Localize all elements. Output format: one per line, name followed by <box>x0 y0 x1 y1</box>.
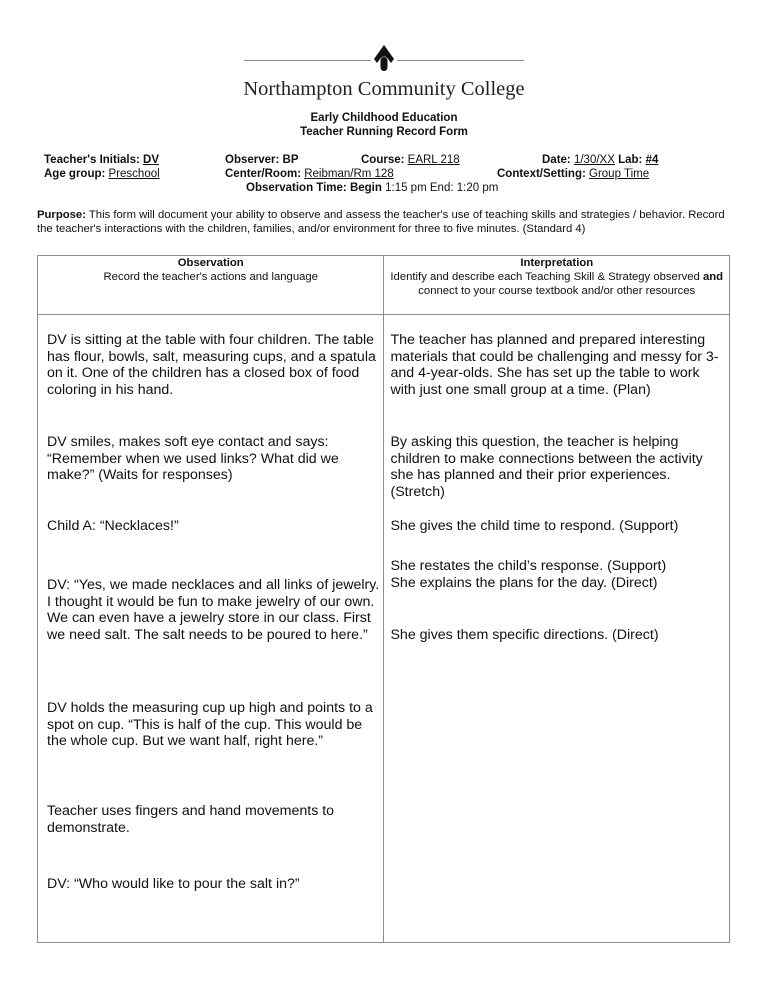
observation-cell <box>38 315 384 943</box>
observation-header-subtitle: Record the teacher's actions and language <box>103 271 318 284</box>
center-room-field <box>225 167 394 181</box>
date-value: 1/30/XX <box>573 154 615 166</box>
context-setting-label: Context/Setting: <box>497 168 586 180</box>
lab-value: #4 <box>645 154 659 166</box>
purpose-statement <box>37 208 737 237</box>
interpretation-column-header <box>384 256 730 315</box>
interpretation-entry: The teacher has planned and prepared interesting materials that could be challenging and messy for 3- and 4-year-olds. She has set up the table to work with just one small group at a time. (Plan) <box>390 332 719 398</box>
purpose-text: This form will document your ability to observe and assess the teacher's use of teaching skills and strategies / behavior. Record the teacher's interactions with the children, families, and/or environment for three to five minutes. (Standard 4) <box>37 209 725 236</box>
observation-entry: DV: “Yes, we made necklaces and all links of jewelry. I thought it would be fun to make jewelry of our own. We can even have a jewelry store in our class. First we need salt. The salt needs to be poured to here.” <box>47 577 380 643</box>
observation-header-title: Observation <box>177 257 244 269</box>
observation-column-header <box>38 256 384 315</box>
form-title: Teacher Running Record Form <box>300 126 468 138</box>
observation-time-begin: 1:15 pm <box>385 182 427 194</box>
observation-entry: Child A: “Necklaces!” <box>47 518 179 534</box>
observation-time-field <box>246 181 498 195</box>
age-group-field <box>44 167 160 181</box>
lab-label: Lab: <box>618 154 643 166</box>
interpretation-cell <box>384 315 730 943</box>
purpose-label: Purpose: <box>37 209 86 221</box>
interpretation-sub-text-2: connect to your course textbook and/or other resources <box>418 285 696 298</box>
context-setting-field <box>497 167 649 181</box>
logo-rule-right <box>397 60 524 61</box>
age-group-label: Age group: <box>44 168 106 180</box>
observation-entry: DV: “Who would like to pour the salt in?” <box>47 876 300 892</box>
date-lab-field <box>542 153 658 167</box>
observation-entry: Teacher uses fingers and hand movements to demonstrate. <box>47 803 335 836</box>
interpretation-header-subtitle <box>384 270 729 298</box>
observation-time-end-label: End: <box>429 182 454 194</box>
observer-field <box>225 153 299 167</box>
interpretation-entry: She gives them specific directions. (Direct) <box>390 627 659 643</box>
observation-time-label: Observation Time: Begin <box>246 182 382 194</box>
table-header-row <box>38 256 730 315</box>
interpretation-header-title: Interpretation <box>520 257 594 269</box>
interpretation-entry: She gives the child time to respond. (Support) <box>390 518 679 534</box>
center-room-value: Reibman/Rm 128 <box>304 168 394 180</box>
course-field <box>361 153 460 167</box>
table-body-row <box>38 315 730 943</box>
interpretation-entry: She restates the child’s response. (Support) <box>390 558 667 574</box>
context-setting-value: Group Time <box>589 168 650 180</box>
teacher-initials-value: DV <box>143 154 160 166</box>
running-record-table <box>37 255 730 943</box>
interpretation-entry: She explains the plans for the day. (Direct) <box>390 575 658 591</box>
observation-entry: DV is sitting at the table with four children. The table has flour, bowls, salt, measuring cups, and a spatula on it. One of the children has a closed box of food coloring in his hand. <box>47 332 376 398</box>
age-group-value: Preschool <box>108 168 160 180</box>
logo-rule-left <box>244 60 371 61</box>
teacher-initials-label: Teacher's Initials: <box>44 154 140 166</box>
college-name: Northampton Community College <box>243 78 525 100</box>
interpretation-entry: By asking this question, the teacher is helping children to make connections between the activity she has planned and their prior experiences. (Stretch) <box>390 434 703 500</box>
interpretation-sub-text-1: Identify and describe each Teaching Skill & Strategy observed <box>390 271 703 284</box>
observation-entry: DV holds the measuring cup up high and points to a spot on cup. “This is half of the cup. This would be the whole cup. But we want half, right here.” <box>47 700 373 750</box>
observation-entry: DV smiles, makes soft eye contact and says: “Remember when we used links? What did we make?” (Waits for responses) <box>47 434 339 484</box>
college-emblem-icon <box>372 44 396 78</box>
observation-time-end: 1:20 pm <box>456 182 499 194</box>
interpretation-sub-bold: and <box>702 271 724 284</box>
course-label: Course: <box>361 154 405 166</box>
date-label: Date: <box>542 154 571 166</box>
observer-label: Observer: BP <box>225 154 299 166</box>
center-room-label: Center/Room: <box>225 168 302 180</box>
department-title: Early Childhood Education <box>310 112 458 124</box>
teacher-initials-field <box>44 153 159 167</box>
course-value: EARL 218 <box>407 154 460 166</box>
